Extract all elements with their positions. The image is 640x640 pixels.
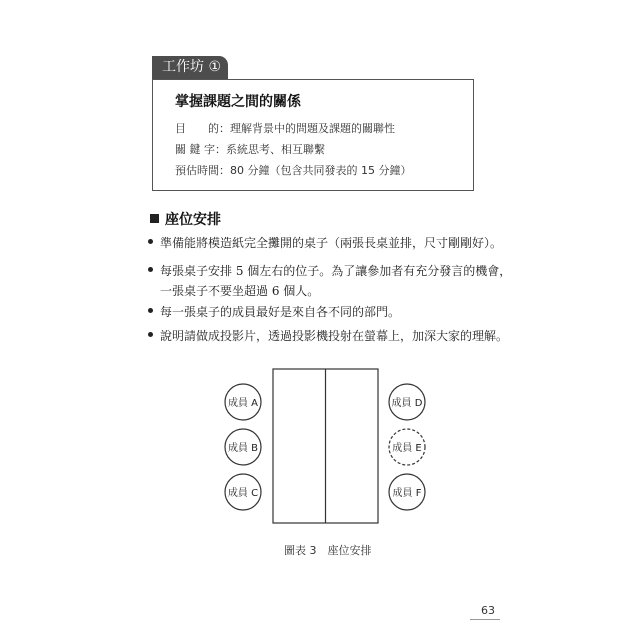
- seat-label: 成員 B: [227, 443, 259, 454]
- bullet-text: 每一張桌子的成員最好是來自各不同的部門。: [160, 305, 401, 319]
- workshop-keywords: 關 鍵 字：系統思考、相互聯繫: [175, 143, 325, 156]
- workshop-tab: 工作坊 ①: [152, 56, 228, 79]
- bullet-text: 準備能將模造紙完全攤開的桌子（兩張長桌並排，尺寸剛剛好）。: [160, 236, 503, 250]
- workshop-purpose: 目 的：理解背景中的問題及課題的關聯性: [175, 122, 395, 135]
- seat-label: 成員 F: [392, 488, 422, 499]
- page-number: 63: [481, 604, 495, 617]
- workshop-title: 掌握課題之間的關係: [175, 94, 301, 110]
- seat-label: 成員 E: [392, 443, 422, 454]
- bullet-text-cont: 一張桌子不要坐超過 6 個人。: [160, 284, 320, 298]
- seat-label: 成員 A: [227, 398, 259, 409]
- page-number-rule: [470, 619, 500, 620]
- bullet-text: 每張桌子安排 5 個左右的位子。為了讓參加者有充分發言的機會，: [160, 264, 512, 278]
- bullet-text: 說明請做成投影片，透過投影機投射在螢幕上，加深大家的理解。: [160, 329, 509, 343]
- seat-label: 成員 C: [227, 488, 259, 499]
- figure-caption: 圖表 3 座位安排: [284, 544, 372, 557]
- workshop-time: 預估時間：80 分鐘（包含共同發表的 15 分鐘）: [175, 164, 412, 177]
- section-heading-text: 座位安排: [165, 212, 221, 228]
- seat-label: 成員 D: [391, 398, 423, 409]
